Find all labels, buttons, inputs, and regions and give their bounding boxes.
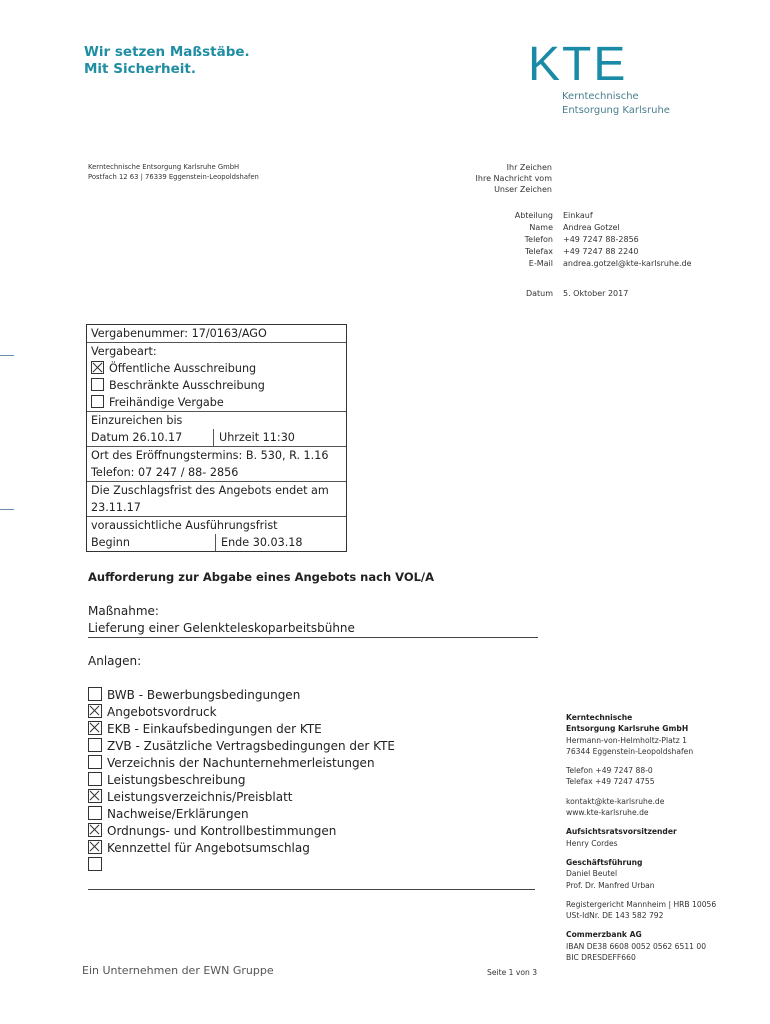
attachment-label: Leistungsbeschreibung [107, 773, 246, 787]
attachment-item [88, 687, 395, 704]
attachment-item [88, 755, 395, 772]
attachment-label: Ordnungs- und Kontrollbestimmungen [107, 824, 337, 838]
opening-block [87, 447, 346, 482]
contact-value: Einkauf [563, 211, 593, 220]
tender-type-label-text: Freihändige Vergabe [109, 396, 224, 409]
vat-id: USt-IdNr. DE 143 582 792 [566, 911, 664, 921]
contact-label: Telefax [524, 247, 553, 256]
contact-label: Telefon [524, 235, 553, 244]
page-number: Seite 1 von 3 [487, 968, 538, 977]
contact-value: Andrea Gotzel [563, 223, 620, 232]
attachment-item [88, 738, 395, 755]
award-line-1: Die Zuschlagsfrist des Angebots endet am [91, 484, 329, 497]
checkbox [88, 823, 102, 837]
sender-address [88, 162, 259, 182]
checkbox [88, 738, 102, 752]
date-label: Datum [525, 289, 553, 298]
management-1: Daniel Beutel [566, 869, 618, 879]
tender-type-label-text: Beschränkte Ausschreibung [109, 379, 265, 392]
submission-block [87, 412, 346, 447]
bank-name: Commerzbank AG [566, 930, 642, 940]
checkbox [88, 806, 102, 820]
attachment-label: EKB - Einkaufsbedingungen der KTE [107, 722, 322, 736]
attachment-item [88, 857, 395, 874]
checkbox [88, 789, 102, 803]
fold-mark-bottom [0, 509, 14, 510]
bank-iban: IBAN DE38 6608 0052 0562 6511 00 [566, 941, 707, 951]
checkbox [88, 755, 102, 769]
tender-number: Vergabenummer: 17/0163/AGO [87, 325, 346, 343]
attachment-item [88, 704, 395, 721]
reference-labels [440, 162, 552, 195]
attachment-item [88, 789, 395, 806]
tender-type-group [87, 343, 346, 412]
attachments-label: Anlagen: [88, 654, 142, 668]
attachment-label: BWB - Bewerbungsbedingungen [107, 688, 301, 702]
management-2: Prof. Dr. Manfred Urban [566, 880, 655, 890]
company-email: kontakt@kte-karlsruhe.de [566, 796, 665, 806]
award-deadline [87, 482, 346, 517]
board-label: Aufsichtsratsvorsitzender [566, 827, 677, 837]
bank-bic: BIC DRESDEFF660 [566, 953, 636, 963]
submit-label: Einzureichen bis [91, 414, 183, 427]
contact-block [450, 210, 692, 300]
contact-value: +49 7247 88-2856 [563, 235, 639, 244]
tender-type-option [91, 377, 346, 394]
opening-phone: Telefon: 07 247 / 88- 2856 [91, 466, 239, 479]
execution-block [87, 517, 346, 551]
checkbox [88, 687, 102, 701]
attachment-label: Nachweise/Erklärungen [107, 807, 249, 821]
attachment-label: ZVB - Zusätzliche Vertragsbedingungen der KTE [107, 739, 395, 753]
tender-type-option [91, 394, 346, 411]
company-name-2: Entsorgung Karlsruhe GmbH [566, 724, 689, 734]
opening-place: Ort des Eröffnungstermins: B. 530, R. 1.16 [91, 449, 329, 462]
tender-type-option [91, 360, 346, 377]
checkbox [91, 395, 104, 408]
logo-subtitle-line-2: Entsorgung Karlsruhe [562, 105, 670, 116]
attachment-label: Angebotsvordruck [107, 705, 217, 719]
attachment-label: Kennzettel für Angebotsumschlag [107, 841, 310, 855]
execution-end: Ende 30.03.18 [221, 536, 303, 549]
sender-line-1: Kerntechnische Entsorgung Karlsruhe GmbH [88, 163, 240, 171]
attachment-label: Leistungsverzeichnis/Preisblatt [107, 790, 293, 804]
date-value: 5. Oktober 2017 [563, 289, 629, 298]
execution-begin: Beginn [91, 534, 216, 551]
logo-subtitle [562, 90, 670, 118]
contact-label: Name [529, 223, 553, 232]
measure-value: Lieferung einer Gelenkteleskoparbeitsbühne [88, 621, 538, 638]
tender-type-label: Vergabeart: [91, 345, 157, 358]
contact-label: Abteilung [514, 211, 553, 220]
checkbox [88, 772, 102, 786]
company-name-1: Kerntechnische [566, 713, 633, 722]
ref-our-sign: Unser Zeichen [494, 185, 552, 194]
execution-label: voraussichtliche Ausführungsfrist [91, 519, 278, 532]
attachments-rule [88, 889, 535, 890]
measure-label: Maßnahme: [88, 604, 159, 618]
ref-your-sign: Ihr Zeichen [506, 163, 552, 172]
sender-line-2: Postfach 12 63 | 76339 Eggenstein-Leopoldshafen [88, 173, 259, 181]
checkbox [91, 361, 104, 374]
company-street: Hermann-von-Helmholtz-Platz 1 [566, 735, 687, 745]
fold-mark-top [0, 355, 14, 356]
slogan-line-1: Wir setzen Maßstäbe. [84, 44, 250, 60]
attachment-item [88, 721, 395, 738]
attachment-item [88, 823, 395, 840]
checkbox [88, 704, 102, 718]
contact-label: E-Mail [528, 259, 553, 268]
checkbox [88, 857, 102, 871]
attachment-label: Verzeichnis der Nachunternehmerleistungen [107, 756, 375, 770]
footer-group: Ein Unternehmen der EWN Gruppe [82, 964, 274, 977]
attachments-list [88, 687, 395, 874]
management-label: Geschäftsführung [566, 857, 643, 867]
attachment-item [88, 806, 395, 823]
attachment-item [88, 772, 395, 789]
register-court: Registergericht Mannheim | HRB 10056 [566, 899, 717, 909]
tender-type-label-text: Öffentliche Ausschreibung [109, 362, 257, 375]
attachment-item [88, 840, 395, 857]
slogan [84, 44, 250, 78]
company-info [566, 712, 766, 963]
ref-your-message: Ihre Nachricht vom [475, 174, 552, 183]
checkbox [91, 378, 104, 391]
company-fax: Telefax +49 7247 4755 [566, 777, 655, 787]
logo-subtitle-line-1: Kerntechnische [562, 91, 639, 102]
slogan-line-2: Mit Sicherheit. [84, 61, 196, 77]
company-phone: Telefon +49 7247 88-0 [566, 766, 653, 776]
company-city: 76344 Eggenstein-Leopoldshafen [566, 746, 694, 756]
tender-box [86, 324, 347, 552]
submit-date: Datum 26.10.17 [91, 429, 214, 446]
contact-value: +49 7247 88 2240 [563, 247, 639, 256]
checkbox [88, 840, 102, 854]
submit-time: Uhrzeit 11:30 [219, 431, 295, 444]
checkbox [88, 721, 102, 735]
award-line-2: 23.11.17 [91, 501, 141, 514]
board-name: Henry Cordes [566, 838, 618, 848]
document-heading: Aufforderung zur Abgabe eines Angebots nach VOL/A [88, 570, 435, 584]
kte-logo: KTE [528, 38, 628, 91]
company-web: www.kte-karlsruhe.de [566, 808, 649, 818]
contact-value: andrea.gotzel@kte-karlsruhe.de [563, 259, 692, 268]
